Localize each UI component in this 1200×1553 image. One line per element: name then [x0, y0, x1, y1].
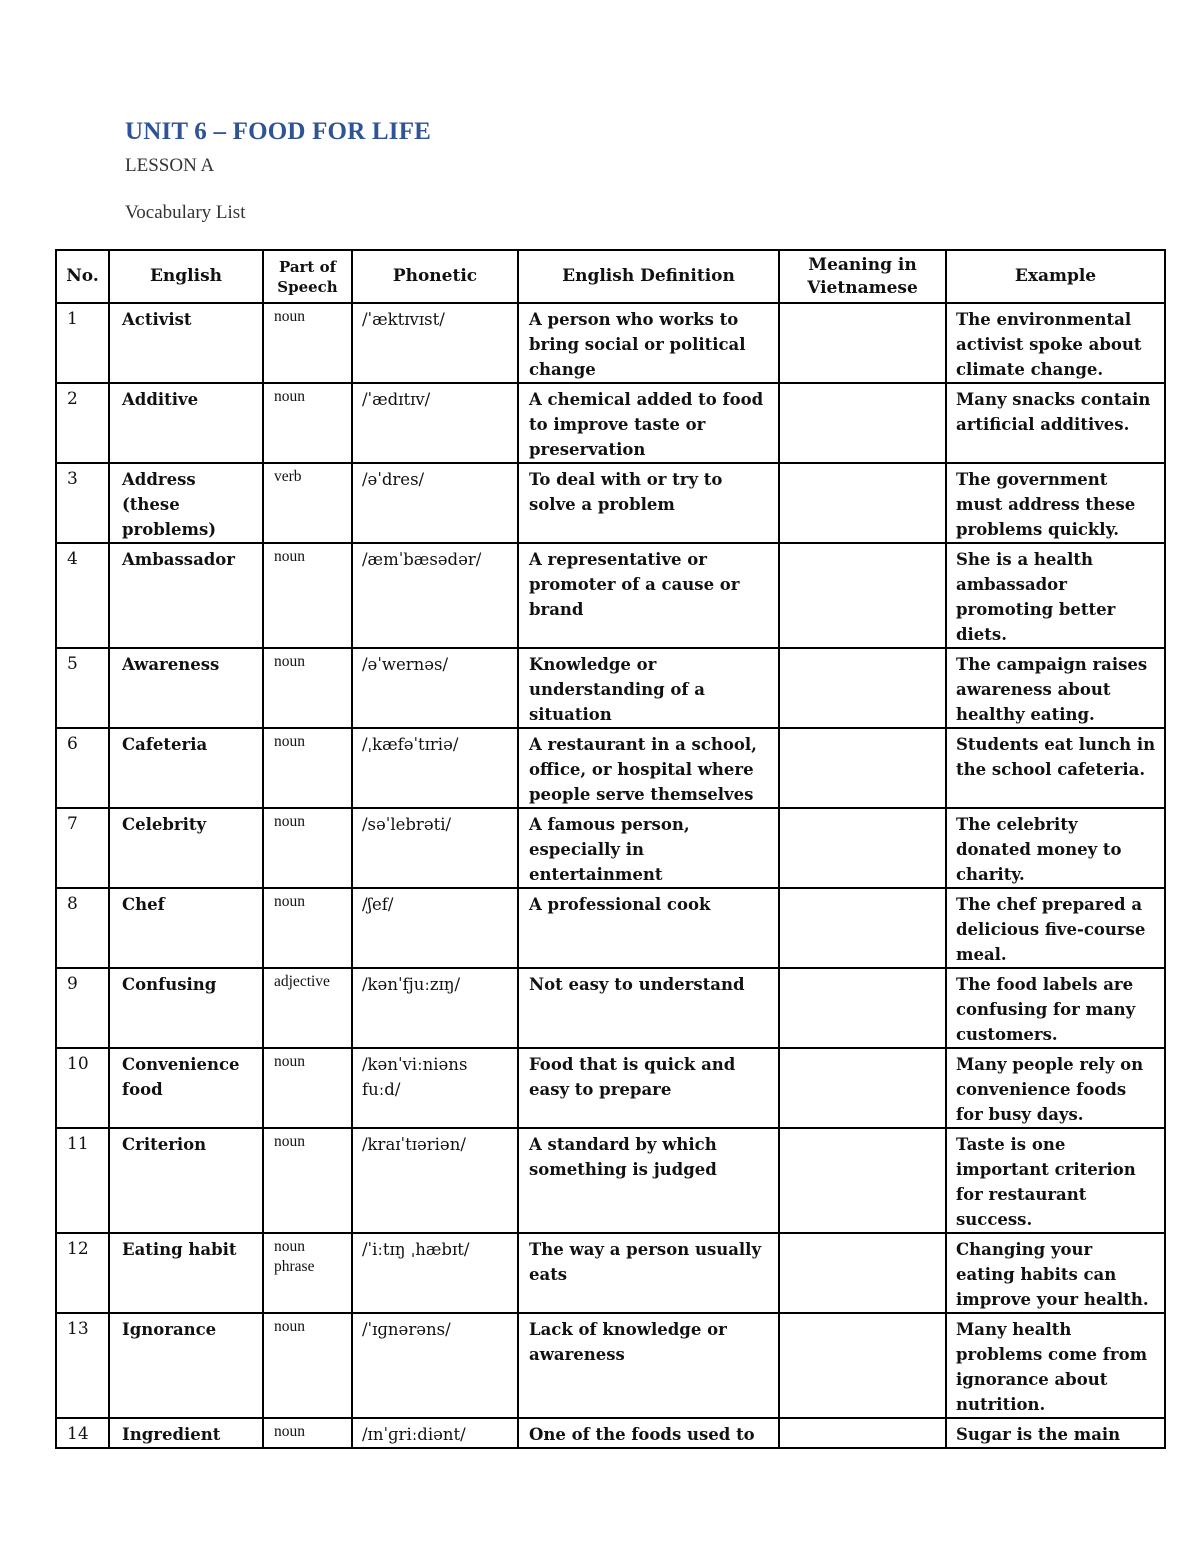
cell-english-definition: A restaurant in a school, office, or hospital where people serve themselves — [518, 728, 779, 808]
cell-phonetic: /æmˈbæsədər/ — [352, 543, 518, 648]
header-no: No. — [56, 250, 109, 303]
cell-example: Many snacks contain artificial additives. — [946, 383, 1165, 463]
cell-english: Eating habit — [109, 1233, 263, 1313]
cell-english-definition: Not easy to understand — [518, 968, 779, 1048]
cell-example: Taste is one important criterion for restaurant success. — [946, 1128, 1165, 1233]
cell-example: The campaign raises awareness about healthy eating. — [946, 648, 1165, 728]
table-row — [56, 1048, 1165, 1128]
cell-no: 10 — [56, 1048, 109, 1128]
cell-part-of-speech: noun phrase — [263, 1233, 352, 1313]
cell-no: 5 — [56, 648, 109, 728]
table-row — [56, 1313, 1165, 1418]
table-row — [56, 888, 1165, 968]
table-row — [56, 1233, 1165, 1313]
cell-no: 2 — [56, 383, 109, 463]
cell-no: 1 — [56, 303, 109, 383]
vocabulary-list-label: Vocabulary List — [125, 202, 246, 223]
cell-part-of-speech: adjective — [263, 968, 352, 1048]
header-english: English — [109, 250, 263, 303]
cell-meaning-in-vietnamese — [779, 1048, 946, 1128]
cell-meaning-in-vietnamese — [779, 1418, 946, 1448]
cell-english: Chef — [109, 888, 263, 968]
cell-meaning-in-vietnamese — [779, 1313, 946, 1418]
cell-no: 13 — [56, 1313, 109, 1418]
cell-english-definition: A standard by which something is judged — [518, 1128, 779, 1233]
cell-meaning-in-vietnamese — [779, 383, 946, 463]
cell-english-definition: A representative or promoter of a cause or brand — [518, 543, 779, 648]
table-row — [56, 1418, 1165, 1448]
cell-english-definition: Lack of knowledge or awareness — [518, 1313, 779, 1418]
cell-part-of-speech: noun — [263, 1048, 352, 1128]
cell-meaning-in-vietnamese — [779, 808, 946, 888]
vocabulary-table — [55, 249, 1166, 1449]
cell-phonetic: /kraɪˈtɪəriən/ — [352, 1128, 518, 1233]
cell-part-of-speech: noun — [263, 1128, 352, 1233]
cell-part-of-speech: noun — [263, 888, 352, 968]
cell-english-definition: Food that is quick and easy to prepare — [518, 1048, 779, 1128]
table-row — [56, 808, 1165, 888]
table-row — [56, 543, 1165, 648]
header-phonetic: Phonetic — [352, 250, 518, 303]
cell-english: Ingredient — [109, 1418, 263, 1448]
cell-example: Many health problems come from ignorance about nutrition. — [946, 1313, 1165, 1418]
cell-phonetic: /ˈɪɡnərəns/ — [352, 1313, 518, 1418]
lesson-label: LESSON A — [125, 155, 215, 176]
cell-phonetic: /əˈwernəs/ — [352, 648, 518, 728]
cell-phonetic: /ʃef/ — [352, 888, 518, 968]
cell-meaning-in-vietnamese — [779, 1233, 946, 1313]
cell-example: She is a health ambassador promoting better diets. — [946, 543, 1165, 648]
cell-english-definition: One of the foods used to — [518, 1418, 779, 1448]
cell-phonetic: /kənˈfjuːzɪŋ/ — [352, 968, 518, 1048]
table-row — [56, 728, 1165, 808]
cell-english: Confusing — [109, 968, 263, 1048]
cell-english: Address (these problems) — [109, 463, 263, 543]
cell-phonetic: /kənˈviːniəns fuːd/ — [352, 1048, 518, 1128]
cell-english: Criterion — [109, 1128, 263, 1233]
cell-english: Ambassador — [109, 543, 263, 648]
cell-phonetic: /ˈæktɪvɪst/ — [352, 303, 518, 383]
cell-example: The food labels are confusing for many customers. — [946, 968, 1165, 1048]
cell-english: Celebrity — [109, 808, 263, 888]
cell-english-definition: Knowledge or understanding of a situation — [518, 648, 779, 728]
header-part-of-speech: Part of Speech — [263, 250, 352, 303]
cell-no: 14 — [56, 1418, 109, 1448]
cell-meaning-in-vietnamese — [779, 968, 946, 1048]
cell-meaning-in-vietnamese — [779, 303, 946, 383]
header-example: Example — [946, 250, 1165, 303]
cell-english: Convenience food — [109, 1048, 263, 1128]
cell-phonetic: /ˈiːtɪŋ ˌhæbɪt/ — [352, 1233, 518, 1313]
cell-meaning-in-vietnamese — [779, 648, 946, 728]
table-row — [56, 1128, 1165, 1233]
cell-part-of-speech: noun — [263, 808, 352, 888]
cell-part-of-speech: verb — [263, 463, 352, 543]
table-row — [56, 648, 1165, 728]
cell-phonetic: /əˈdres/ — [352, 463, 518, 543]
cell-no: 11 — [56, 1128, 109, 1233]
cell-english-definition: A person who works to bring social or political change — [518, 303, 779, 383]
cell-no: 12 — [56, 1233, 109, 1313]
cell-phonetic: /ˈædɪtɪv/ — [352, 383, 518, 463]
table-body — [56, 303, 1165, 1448]
table-row — [56, 303, 1165, 383]
table-row — [56, 968, 1165, 1048]
cell-english: Additive — [109, 383, 263, 463]
table-row — [56, 463, 1165, 543]
table-row — [56, 383, 1165, 463]
cell-meaning-in-vietnamese — [779, 543, 946, 648]
cell-meaning-in-vietnamese — [779, 888, 946, 968]
cell-example: The government must address these problems quickly. — [946, 463, 1165, 543]
cell-phonetic: /ˌkæfəˈtɪriə/ — [352, 728, 518, 808]
cell-part-of-speech: noun — [263, 728, 352, 808]
cell-example: Sugar is the main — [946, 1418, 1165, 1448]
cell-phonetic: /ɪnˈɡriːdiənt/ — [352, 1418, 518, 1448]
cell-part-of-speech: noun — [263, 1313, 352, 1418]
cell-english-definition: A chemical added to food to improve taste or preservation — [518, 383, 779, 463]
cell-part-of-speech: noun — [263, 383, 352, 463]
cell-english-definition: A famous person, especially in entertainment — [518, 808, 779, 888]
cell-example: Students eat lunch in the school cafeteria. — [946, 728, 1165, 808]
cell-example: Changing your eating habits can improve your health. — [946, 1233, 1165, 1313]
cell-no: 8 — [56, 888, 109, 968]
cell-english: Ignorance — [109, 1313, 263, 1418]
cell-english: Awareness — [109, 648, 263, 728]
cell-meaning-in-vietnamese — [779, 463, 946, 543]
cell-no: 6 — [56, 728, 109, 808]
unit-title: UNIT 6 – FOOD FOR LIFE — [125, 118, 432, 145]
cell-part-of-speech: noun — [263, 303, 352, 383]
cell-english-definition: The way a person usually eats — [518, 1233, 779, 1313]
cell-english-definition: To deal with or try to solve a problem — [518, 463, 779, 543]
header-meaning-in-vietnamese: Meaning in Vietnamese — [779, 250, 946, 303]
table-header-row — [56, 250, 1165, 303]
cell-meaning-in-vietnamese — [779, 1128, 946, 1233]
cell-part-of-speech: noun — [263, 648, 352, 728]
cell-no: 9 — [56, 968, 109, 1048]
header-english-definition: English Definition — [518, 250, 779, 303]
cell-no: 7 — [56, 808, 109, 888]
cell-example: The environmental activist spoke about climate change. — [946, 303, 1165, 383]
cell-english: Activist — [109, 303, 263, 383]
cell-meaning-in-vietnamese — [779, 728, 946, 808]
cell-phonetic: /səˈlebrəti/ — [352, 808, 518, 888]
cell-example: Many people rely on convenience foods for busy days. — [946, 1048, 1165, 1128]
cell-example: The celebrity donated money to charity. — [946, 808, 1165, 888]
cell-english: Cafeteria — [109, 728, 263, 808]
cell-part-of-speech: noun — [263, 1418, 352, 1448]
cell-example: The chef prepared a delicious five-course meal. — [946, 888, 1165, 968]
cell-english-definition: A professional cook — [518, 888, 779, 968]
cell-no: 4 — [56, 543, 109, 648]
cell-part-of-speech: noun — [263, 543, 352, 648]
cell-no: 3 — [56, 463, 109, 543]
